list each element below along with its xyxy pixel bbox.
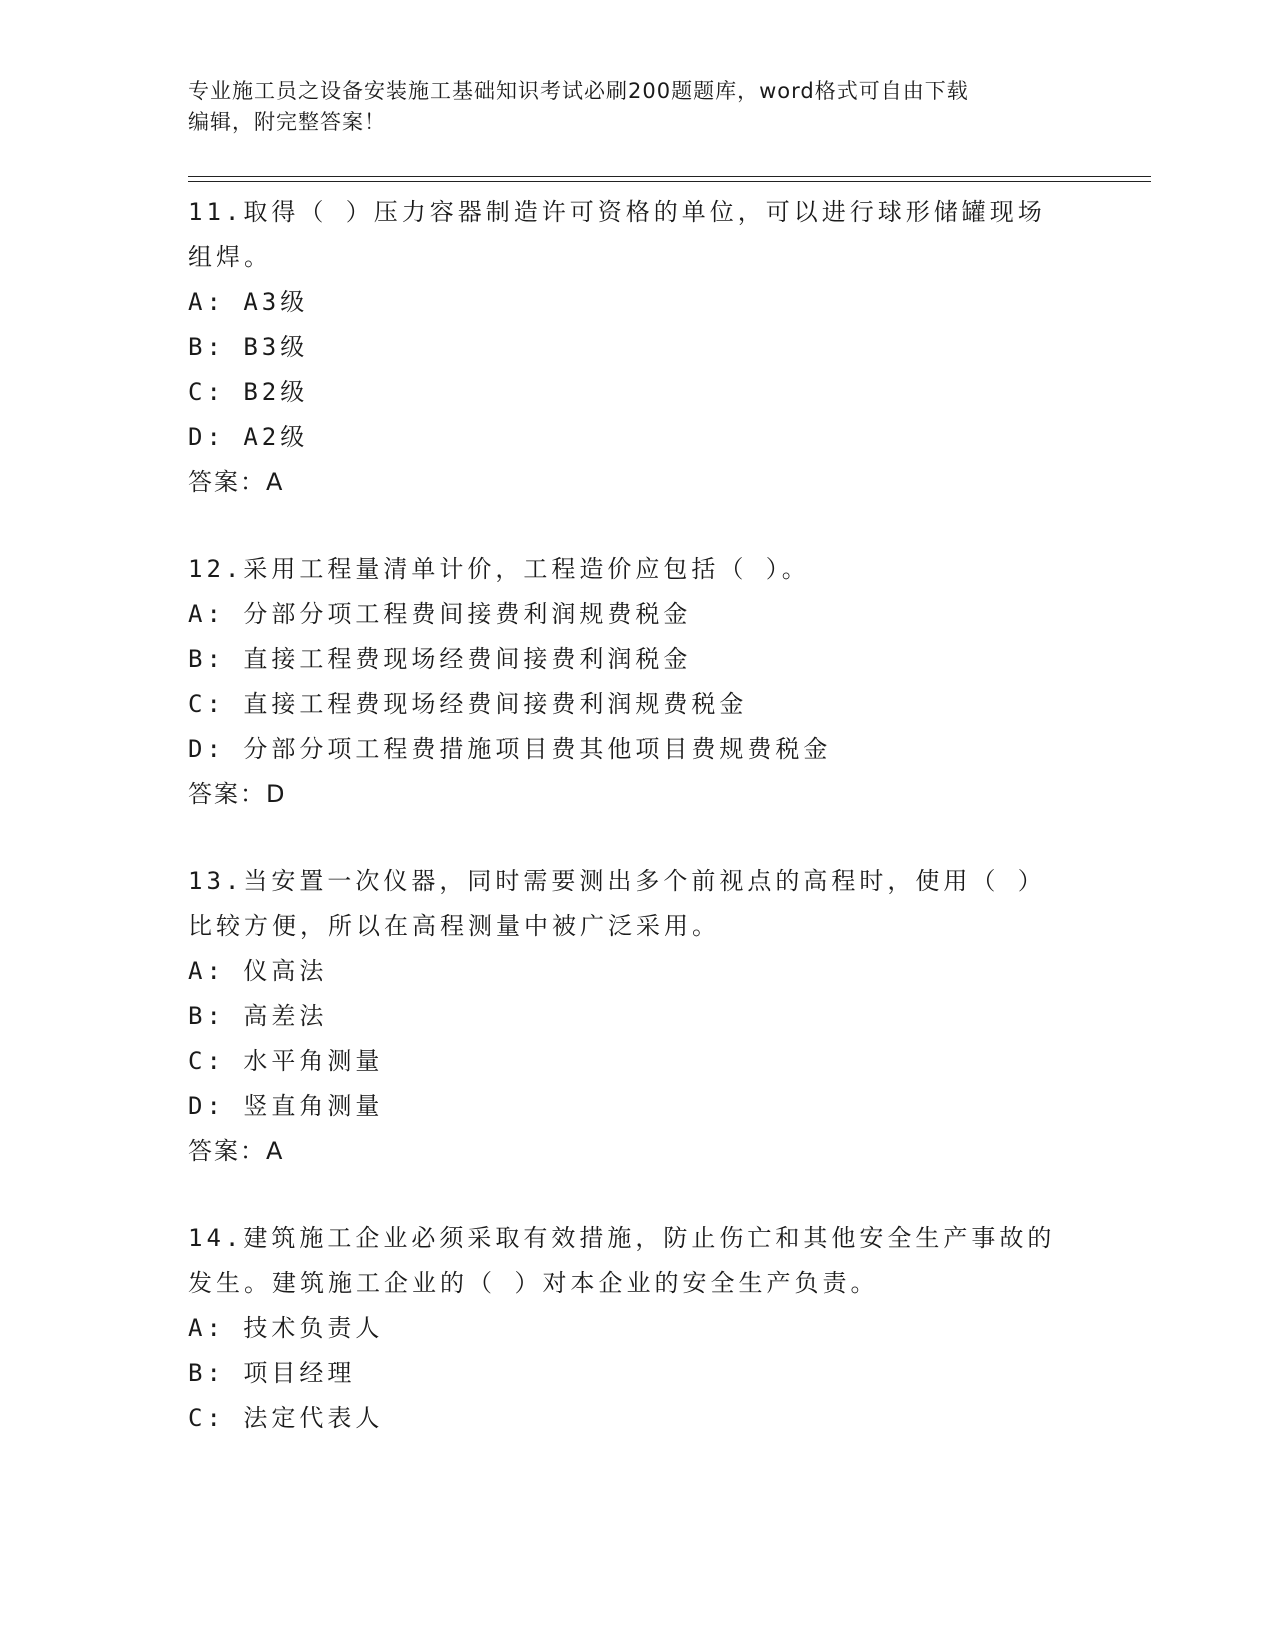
document-header — [188, 76, 1088, 138]
option-d: D: A2级 — [188, 423, 309, 451]
header-title-line2: 编辑，附完整答案！ — [188, 110, 386, 134]
answer: 答案：D — [188, 780, 287, 808]
question-stem: 11.取得（ ）压力容器制造许可资格的单位，可以进行球形储罐现场 — [188, 198, 1046, 226]
question-13 — [188, 859, 1088, 1174]
option-a: A: 技术负责人 — [188, 1314, 384, 1342]
option-b: B: 高差法 — [188, 1002, 328, 1030]
question-12 — [188, 547, 1088, 817]
option-b: B: 项目经理 — [188, 1359, 356, 1387]
header-title-line1: 专业施工员之设备安装施工基础知识考试必刷200题题库，word格式可自由下载 — [188, 79, 969, 103]
header-divider-bottom — [188, 181, 1151, 182]
header-divider-top — [188, 176, 1151, 177]
option-b: B: B3级 — [188, 333, 309, 361]
option-a: A: 仪高法 — [188, 957, 328, 985]
option-c: C: 直接工程费现场经费间接费利润规费税金 — [188, 690, 748, 718]
question-stem-continued: 比较方便，所以在高程测量中被广泛采用。 — [188, 912, 720, 940]
option-c: C: B2级 — [188, 378, 309, 406]
option-a: A: 分部分项工程费间接费利润规费税金 — [188, 600, 692, 628]
option-a: A: A3级 — [188, 288, 309, 316]
option-d: D: 分部分项工程费措施项目费其他项目费规费税金 — [188, 735, 832, 763]
question-14 — [188, 1216, 1088, 1441]
answer: 答案：A — [188, 468, 285, 496]
option-c: C: 法定代表人 — [188, 1404, 384, 1432]
option-b: B: 直接工程费现场经费间接费利润税金 — [188, 645, 692, 673]
option-c: C: 水平角测量 — [188, 1047, 384, 1075]
answer: 答案：A — [188, 1137, 285, 1165]
question-stem: 14.建筑施工企业必须采取有效措施，防止伤亡和其他安全生产事故的 — [188, 1224, 1056, 1252]
option-d: D: 竖直角测量 — [188, 1092, 384, 1120]
question-stem: 13.当安置一次仪器，同时需要测出多个前视点的高程时，使用（ ） — [188, 867, 1046, 895]
question-stem-continued: 发生。建筑施工企业的（ ）对本企业的安全生产负责。 — [188, 1269, 879, 1297]
question-11 — [188, 190, 1088, 505]
question-stem-continued: 组焊。 — [188, 243, 272, 271]
question-stem: 12.采用工程量清单计价，工程造价应包括（ ）。 — [188, 555, 810, 583]
question-list — [188, 190, 1088, 1483]
